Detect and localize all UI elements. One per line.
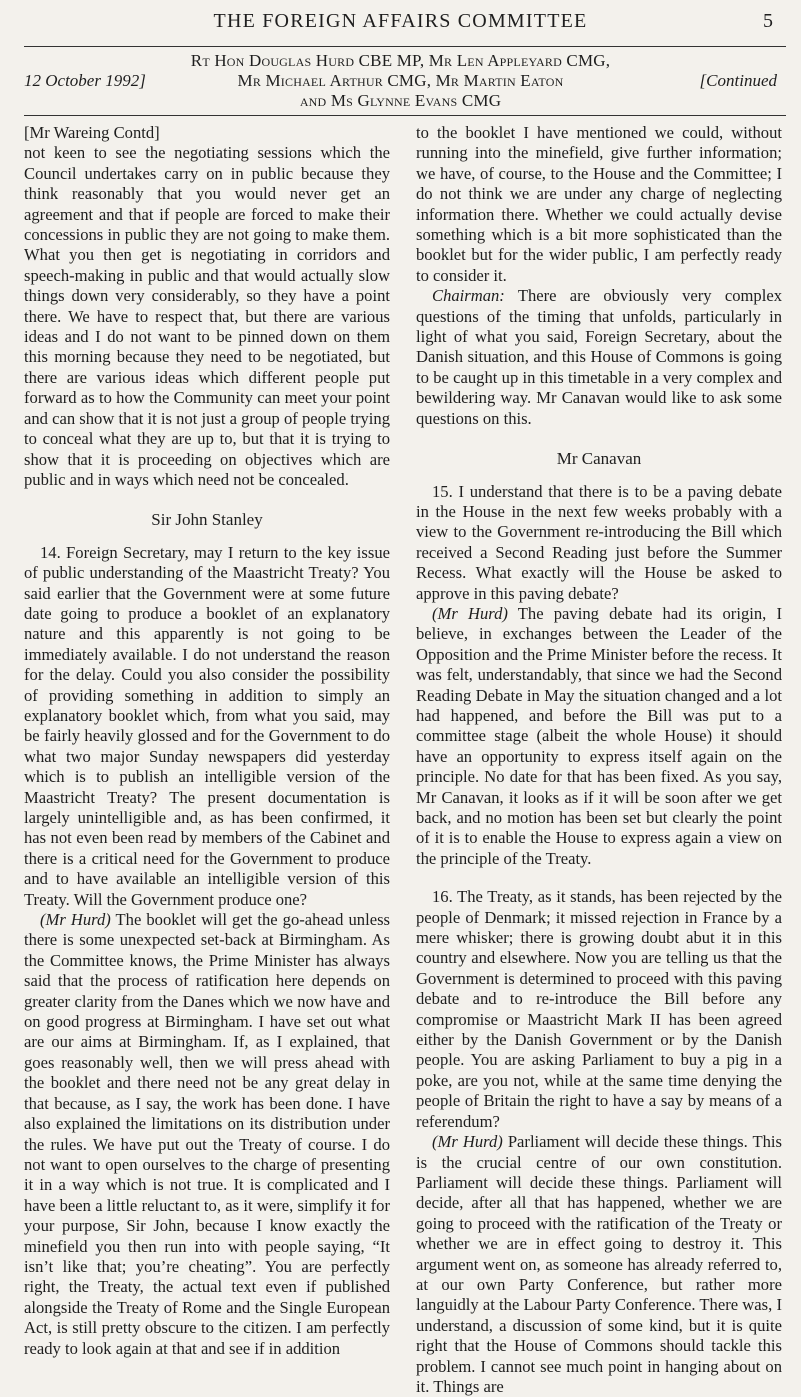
answer-15-text: The paving debate had its origin, I believe, in exchanges between the Leader of the Opposition and the Prime Minister before the recess. It was felt, understandably, that since we had the Second Reading Debate in May the situation changed and a lot had happened, and before the Bill was put to a committee stage (albeit the whole House) it should have an opportunity to express itself again on the principle. No date for that has been fixed. As you say, Mr Canavan, it looks as if it will be soon after we get back, and no motion has been set but clearly the point of it is to enable the House to express again a view on the principle of the Treaty. bbox=[416, 603, 782, 868]
answer-14-continued: to the booklet I have mentioned we could, without running into the minefield, give further information; we have, of course, to the House and the Committee; I do not think we are under any charge of neglecting information there. Whether we could actually devise something which is a bit more sophisticated than the booklet but for the wider public, I am perfectly ready to consider it. bbox=[416, 123, 782, 285]
witness-line-2: Mr Michael Arthur CMG, Mr Martin Eaton bbox=[237, 71, 564, 90]
speaker-heading-canavan: Mr Canavan bbox=[556, 449, 642, 469]
top-rule bbox=[24, 46, 786, 47]
answer-16-text: Parliament will decide these things. This is the crucial centre of our own constitution. Parliament will decide these things. Parliament will decide, after all that has happened, whether we are going to proceed with the ratification of the Treaty or whether we are in effect going to destroy it. This argument went on, as someone has already referred to, at our own Party Conference, but rather more languidly at the Labour Party Conference. There was, I understand, a discussion of some kind, but it is quite right that the House of Commons should tackle this problem. I cannot see much point in hanging about on it. Things are bbox=[416, 1132, 783, 1396]
witness-block bbox=[0, 51, 801, 113]
question-16: 16. The Treaty, as it stands, has been rejected by the people of Denmark; it missed rejection in France by a mere whisker; there is growing doubt abut it in this country and elsewhere. Now you are telling us that the Government is determined to proceed with this paving debate and to re-introduce the Bill before any compromise or Maastricht Mark II has been agreed either by the Danish Government or by the Danish people. You are asking Parliament to buy a pig in a poke, are you not, while at the same time denying the people of Britain the right to have a say by means of a referendum? bbox=[416, 887, 782, 1131]
speaker-continued: [Mr Wareing Contd] bbox=[24, 123, 160, 142]
witness-line-3: and Ms Glynne Evans CMG bbox=[299, 91, 502, 110]
header-rule bbox=[24, 115, 786, 116]
answer-15-speaker: (Mr Hurd) bbox=[432, 603, 508, 623]
answer-16-speaker: (Mr Hurd) bbox=[432, 1132, 503, 1152]
answer-14-speaker: (Mr Hurd) bbox=[40, 910, 111, 930]
witness-line-1: Rt Hon Douglas Hurd CBE MP, Mr Len Appleyard CMG, bbox=[190, 51, 611, 70]
question-15: 15. I understand that there is to be a paving debate in the House in the next few weeks probably with a view to the Government re-introducing the Bill which received a Second Reading just before the Summer Recess. What exactly will the House be asked to approve in this paving debate? bbox=[416, 481, 782, 603]
chairman-text: There are obviously very complex questions of the timing that unfolds, particularly in light of what you said, Foreign Secretary, about the Danish situation, and this House of Commons is going to be caught up in this timetable in a very complex and bewildering way. Mr Canavan would like to ask some questions on this. bbox=[416, 286, 782, 428]
session-date: 12 October 1992] bbox=[24, 71, 146, 90]
answer-16 bbox=[416, 1132, 782, 1397]
answer-14 bbox=[24, 910, 390, 1359]
chairman-remark bbox=[416, 286, 782, 429]
right-column bbox=[416, 123, 782, 1397]
question-14: 14. Foreign Secretary, may I return to the key issue of public understanding of the Maastricht Treaty? You said earlier that the Government were at some future date going to produce a booklet of an explanatory nature and this apparently is not going to be immediately available. I do not understand the reason for the delay. Could you also consider the possibility of providing something in addition to simply an explanatory booklet which, from what you said, may be fairly heavily glossed and for the Government to do what two major Sunday newspapers did yesterday which is to publish an intelligible version of the Maastricht Treaty? The present documentation is largely unintelligible and, as has been confirmed, it has not even been read by members of the Cabinet and there is a critical need for the Government to produce and to have available an intelligible version of this Treaty. Will the Government produce one? bbox=[24, 542, 390, 909]
page-number: 5 bbox=[763, 10, 773, 32]
running-head bbox=[0, 10, 801, 40]
answer-15 bbox=[416, 604, 782, 869]
speaker-heading-stanley: Sir John Stanley bbox=[151, 510, 263, 530]
running-title: THE FOREIGN AFFAIRS COMMITTEE bbox=[213, 10, 588, 32]
continued-marker: [Continued bbox=[699, 71, 777, 90]
paragraph-wareing: not keen to see the negotiating sessions which the Council undertakes carry on in public because they think reasonably that you would never get an agreement and that if people are forced to make their concessions in public they are not going to make them. What you then get is negotiating in corridors and speech-making in public and that would actually slow things down very considerably, so they have a point there. We have to respect that, but there are various ideas and I do not want to be pinned down on them this morning because they need to be negotiated, but there are various ideas which different people put forward as to how the Community can meet your point and can show that it is not just a group of people trying to conceal what they are up to, but that it is trying to show that it is proceeding on objectives which are public and in ways which need not be concealed. bbox=[24, 143, 390, 489]
chairman-speaker: Chairman: bbox=[432, 286, 505, 306]
left-column bbox=[24, 123, 390, 1359]
answer-14-text: The booklet will get the go-ahead unless there is some unexpected set-back at Birmingham. As the Committee knows, the Prime Minister has always said that the process of ratification here depends on greater clarity from the Danes which we now have and on good progress at Birmingham. I have set out what are our aims at Birmingham. If, as I explained, that goes reasonably well, then we will press ahead with the booklet and there need not be any great delay in that because, as I say, the work has been done. I have also explained the limitations on its distribution under the rules. We have put out the Treaty of course. I do not want to open ourselves to the charge of presenting it in a way which is not true. It is complicated and I have been a little reluctant to, as it were, simplify it for your purpose, Sir John, because I know exactly the minefield you then run into with people saying, “It isn’t like that; you’re cheating”. You are perfectly right, the Treaty, the actual text even if published alongside the Treaty of Rome and the Single European Act, is still pretty obscure to the citizen. I am perfectly ready to look again at that and see if in addition bbox=[24, 910, 390, 1358]
